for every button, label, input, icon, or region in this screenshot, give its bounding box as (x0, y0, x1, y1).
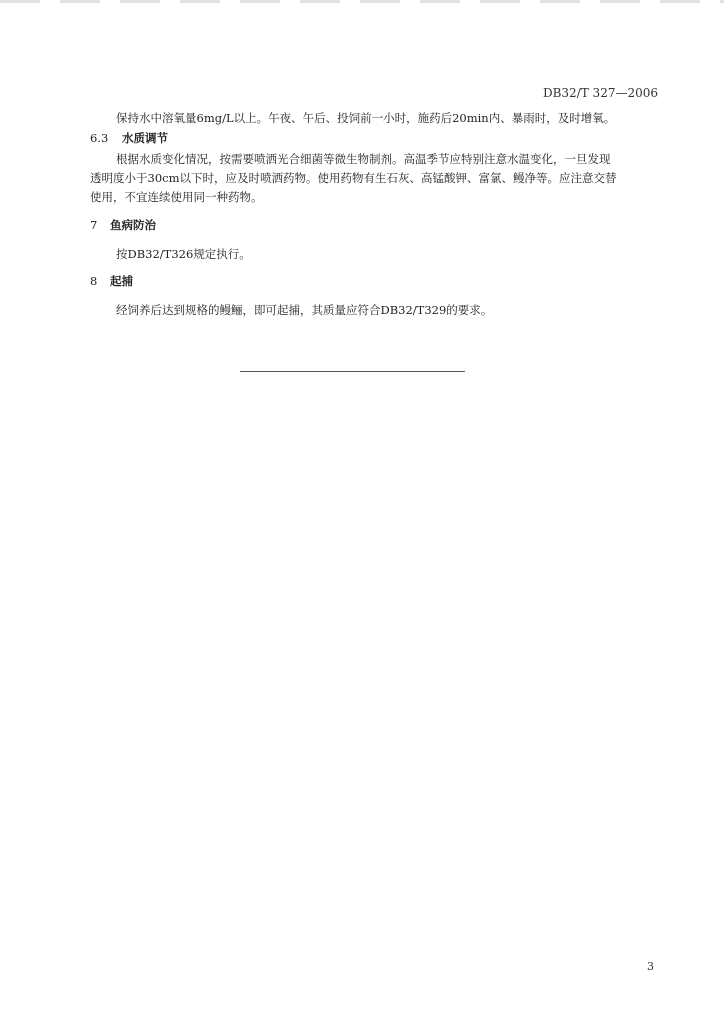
document-code: DB32/T 327—2006 (542, 86, 658, 100)
scan-top-edge (0, 0, 724, 3)
water-quality-line-2: 透明度小于30cm以下时，应及时喷洒药物。使用药物有生石灰、高锰酸钾、富氯、鳗净等。应注意交替 (90, 171, 617, 185)
section-title: 水质调节 (122, 131, 169, 145)
water-quality-line-3: 使用，不宜连续使用同一种药物。 (90, 190, 263, 204)
harvest-text: 经饲养后达到规格的鳗鲡，即可起捕，其质量应符合DB32/T329的要求。 (116, 303, 493, 317)
section-title: 起捕 (110, 274, 134, 288)
disease-control-text: 按DB32/T326规定执行。 (116, 247, 251, 261)
page-number: 3 (647, 960, 654, 973)
section-6-3-heading (90, 130, 168, 146)
water-quality-line-1: 根据水质变化情况，按需要喷洒光合细菌等微生物制剂。高温季节应特别注意水温变化，一旦发现 (116, 152, 611, 166)
section-7-heading (90, 217, 156, 233)
section-number: 6.3 (90, 131, 109, 145)
section-title: 鱼病防治 (110, 218, 157, 232)
oxygen-paragraph: 保持水中溶氧量6mg/L以上。午夜、午后、投饲前一小时，施药后20min内、暴雨时，及时增氧。 (116, 111, 616, 125)
section-number: 7 (90, 218, 98, 232)
section-8-heading (90, 273, 133, 289)
end-divider (240, 371, 465, 372)
section-number: 8 (90, 274, 98, 288)
